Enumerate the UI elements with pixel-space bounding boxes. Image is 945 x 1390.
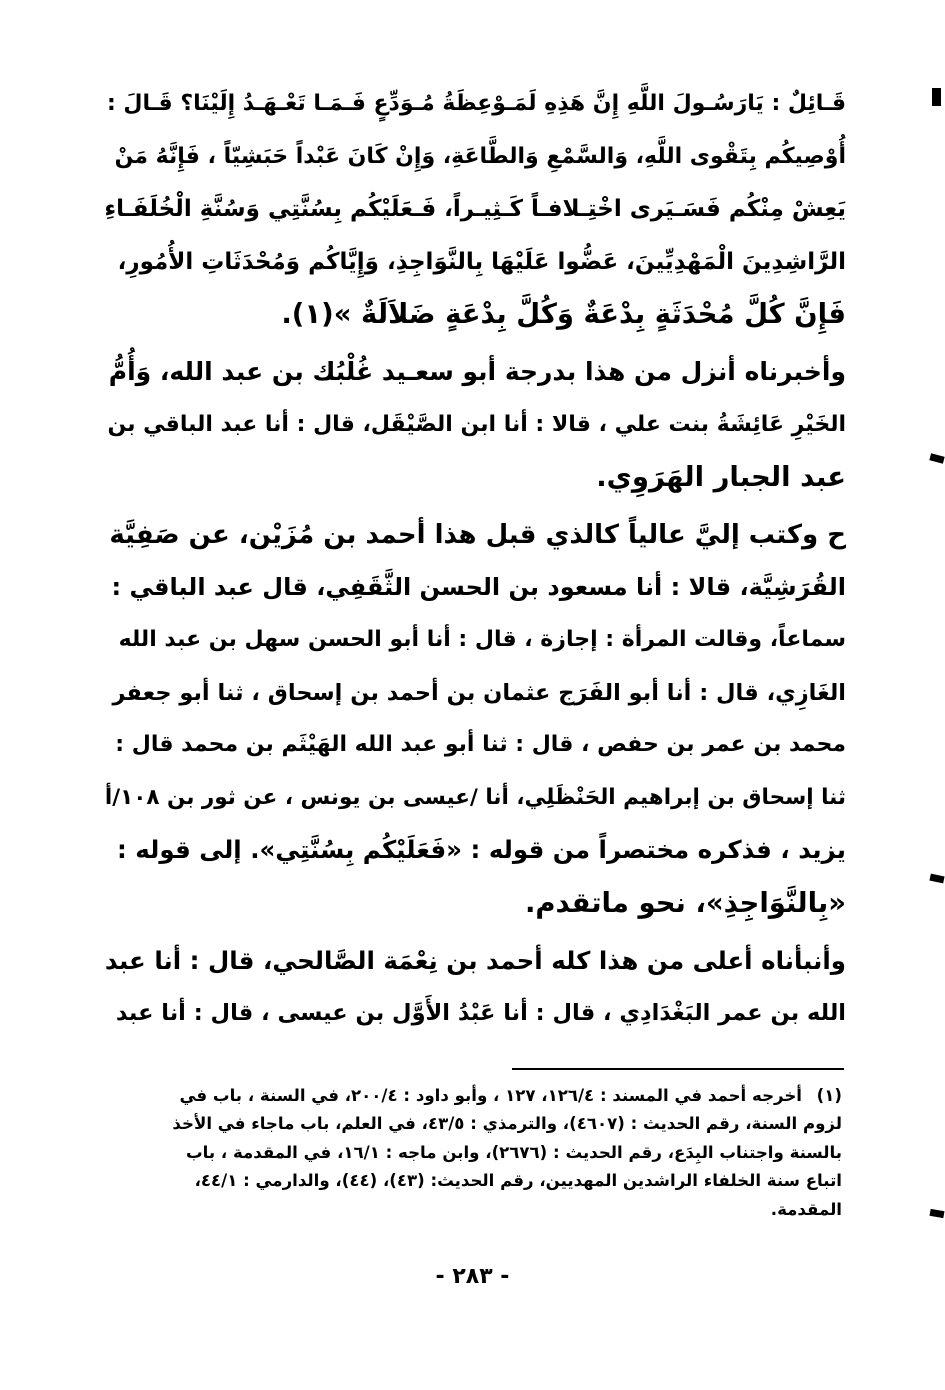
text-line: قَـائِلٌ : يَارَسُـولَ اللَّهِ إِنَّ هَذِهِ لَمَـوْعِظَةُ مُـوَدِّعٍ فَـمَـا تَعْـهَـدُ إِلَيْنَا؟ قَـالَ : (106, 91, 846, 116)
footnote-separator (512, 1068, 844, 1070)
text-line: الغَازِي، قال : أنا أبو الفَرَج عثمان بن أحمد بن إسحاق ، ثنا أبو جعفر (112, 679, 846, 706)
text-line: سماعاً، وقالت المرأة : إجازة ، قال : أنا أبو الحسن سهل بن عبد الله (118, 626, 846, 652)
text-line: محمد بن عمر بن حفص ، قال : ثنا أبو عبد الله الهَيْثَم بن محمد قال : (115, 732, 846, 758)
scan-edge-mark (932, 88, 941, 106)
scan-edge-mark (929, 874, 944, 884)
text-line: ح وكتب إليَّ عالياً كالذي قبل هذا أحمد بن مُزَيْن، عن صَفِيَّة (109, 519, 846, 550)
page-number: - ٢٨٣ - (435, 1264, 510, 1289)
footnote-line: لزوم السنة، رقم الحديث : (٤٦٠٧)، والترمذي : ٤٣/٥، في العلم، باب ماجاء في الأخذ (172, 1114, 842, 1134)
text-line: الخَيْرِ عَائِشَةُ بنت علي ، قالا : أنا ابن الصَّيْقَل، قال : أنا عبد الباقي بن (107, 411, 846, 437)
footnote-line: بالسنة واجتناب البِدَع، رقم الحديث : (٢٦٧٦)، وابن ماجه : ١٦/١، في المقدمة ، باب (185, 1142, 842, 1162)
text-line: وأخبرناه أنزل من هذا بدرجة أبو سعـيد غُلْبُك بن عبد الله، وَأُمُّ (108, 356, 846, 386)
footnote-number: (١) (816, 1086, 842, 1105)
text-line: أُوْصِيكُم بِتَقْوى اللَّهِ، وَالسَّمْعِ وَالطَّاعَةِ، وَإِنْ كَانَ عَبْداً حَبَشِيّاً ، فَإِنَّهُ مَنْ (114, 143, 846, 169)
text-line: وأنبأناه أعلى من هذا كله أحمد بن نِعْمَة الصَّالحي، قال : أنا عبد (104, 945, 846, 975)
text-line: يزيد ، فذكره مختصراً من قوله : «فَعَلَيْكُم بِسُنَّتِي». إلى قوله : (116, 835, 846, 865)
scan-edge-mark (929, 1209, 944, 1218)
footnote-line: المقدمة. (770, 1199, 842, 1219)
text-line: يَعِشْ مِنْكُم فَسَـيَرى اخْتِـلافـاً كَـثِيـراً، فَـعَلَيْكُم بِسُنَّتِي وَسُنَّةِ الْخُلَفَـاءِ (104, 196, 846, 223)
scan-edge-mark (929, 453, 944, 463)
text-line: القُرَشِيَّة، قالا : أنا مسعود بن الحسن الثَّقَفِي، قال عبد الباقي : (111, 573, 846, 602)
footnote-line: اتباع سنة الخلفاء الراشدين المهديين، رقم الحديث: (٤٣)، (٤٤)، والدارمي : ٤٤/١، (194, 1171, 842, 1191)
footnotes (170, 1082, 842, 1224)
main-text (104, 78, 846, 1040)
footnote-text: أخرجه أحمد في المسند : ١٢٦/٤، ١٢٧ ، وأبو داود : ٢٠٠/٤، في السنة ، باب في (179, 1086, 802, 1105)
text-line: الله بن عمر البَغْدَادِي ، قال : أنا عَبْدُ الأَوَّل بن عيسى ، قال : أنا عبد (115, 1000, 846, 1027)
text-line: الرَّاشِدِينَ الْمَهْدِيِّينَ، عَضُّوا عَلَيْهَا بِالنَّوَاجِذِ، وَإِيَّاكُم وَمُحْدَثَاتِ الأُمُورِ، (117, 248, 846, 275)
text-line: ثنا إسحاق بن إبراهيم الحَنْظَلِي، أنا /عيسى بن يونس ، عن ثور بن ١٠٨/أ (104, 784, 846, 810)
footnote-line (170, 1082, 842, 1110)
text-line: عبد الجبار الهَرَوِي. (596, 461, 846, 494)
text-line: فَإِنَّ كُلَّ مُحْدَثَةٍ بِدْعَةٌ وَكُلَّ بِدْعَةٍ ضَلاَلَةٌ »(١). (281, 298, 846, 331)
text-line: «بِالنَّوَاجِذِ»، نحو ماتقدم. (524, 886, 846, 919)
